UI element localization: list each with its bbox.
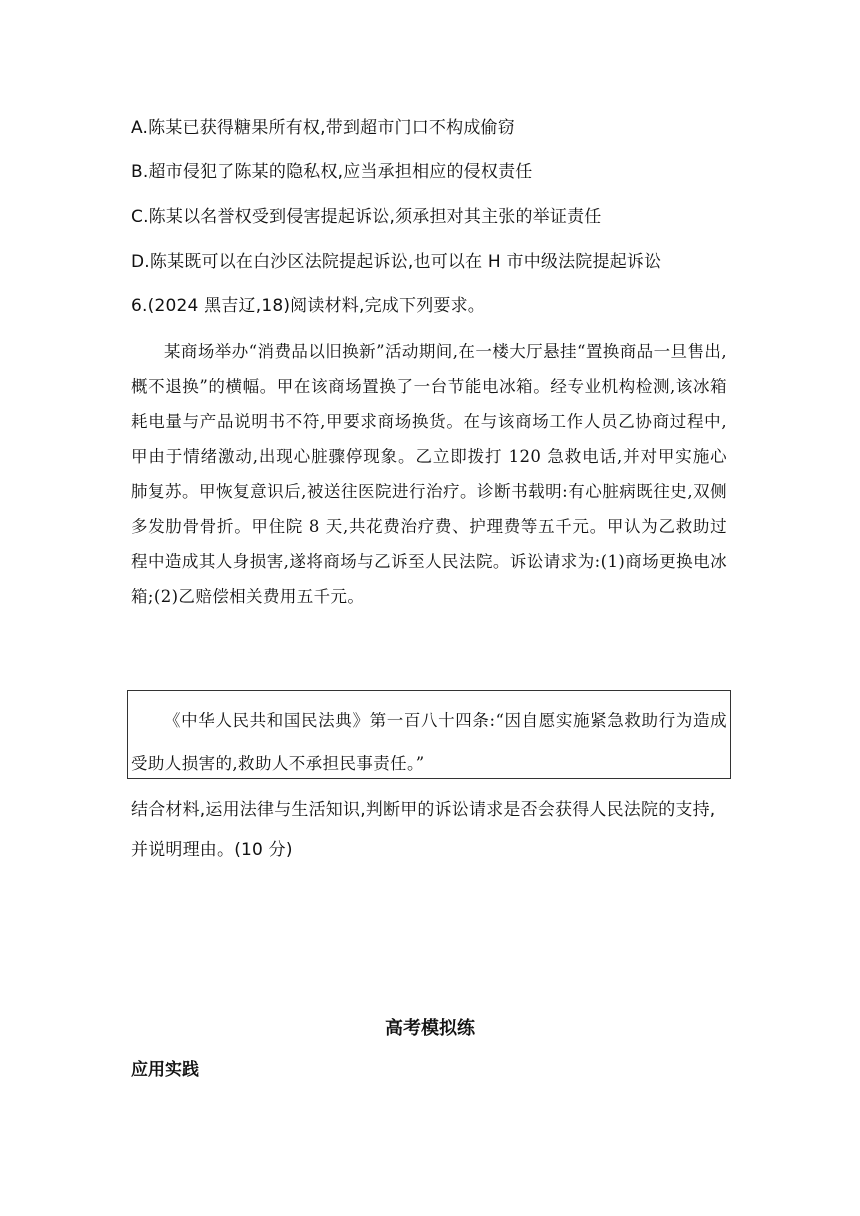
question-task: 结合材料,运用法律与生活知识,判断甲的诉讼请求是否会获得人民法院的支持,并说明理由。(10 分) <box>131 800 716 860</box>
option-c: C.陈某以名誉权受到侵害提起诉讼,须承担对其主张的举证责任 <box>131 207 602 227</box>
law-quote-text: 《中华人民共和国民法典》第一百八十四条:“因自愿实施紧急救助行为造成受助人损害的,救助人不承担民事责任。” <box>131 711 727 773</box>
option-d: D.陈某既可以在白沙区法院提起诉讼,也可以在 H 市中级法院提起诉讼 <box>131 252 662 272</box>
question-stem: 6.(2024 黑吉辽,18)阅读材料,完成下列要求。 <box>131 296 485 316</box>
material-paragraph: 某商场举办“消费品以旧换新”活动期间,在一楼大厅悬挂“置换商品一旦售出,概不退换”的横幅。甲在该商场置换了一台节能电冰箱。经专业机构检测,该冰箱耗电量与产品说明书不符,甲要求商场换货。在与该商场工作人员乙协商过程中,甲由于情绪激动,出现心脏骤停现象。乙立即拨打 120 急救电话,并对甲实施心肺复苏。甲恢复意识后,被送往医院进行治疗。诊断书载明:有心脏病既往史,双侧多发肋骨骨折。甲住院 8 天,共花费治疗费、护理费等五千元。甲认为乙救助过程中造成其人身损害,遂将商场与乙诉至人民法院。诉讼请求为:(1)商场更换电冰箱;(2)乙赔偿相关费用五千元。 <box>131 342 727 606</box>
section-subtitle: 应用实践 <box>131 1060 199 1080</box>
law-quote-box <box>127 690 731 779</box>
section-title: 高考模拟练 <box>385 1018 475 1039</box>
option-a: A.陈某已获得糖果所有权,带到超市门口不构成偷窃 <box>131 118 515 138</box>
option-b: B.超市侵犯了陈某的隐私权,应当承担相应的侵权责任 <box>131 162 533 182</box>
